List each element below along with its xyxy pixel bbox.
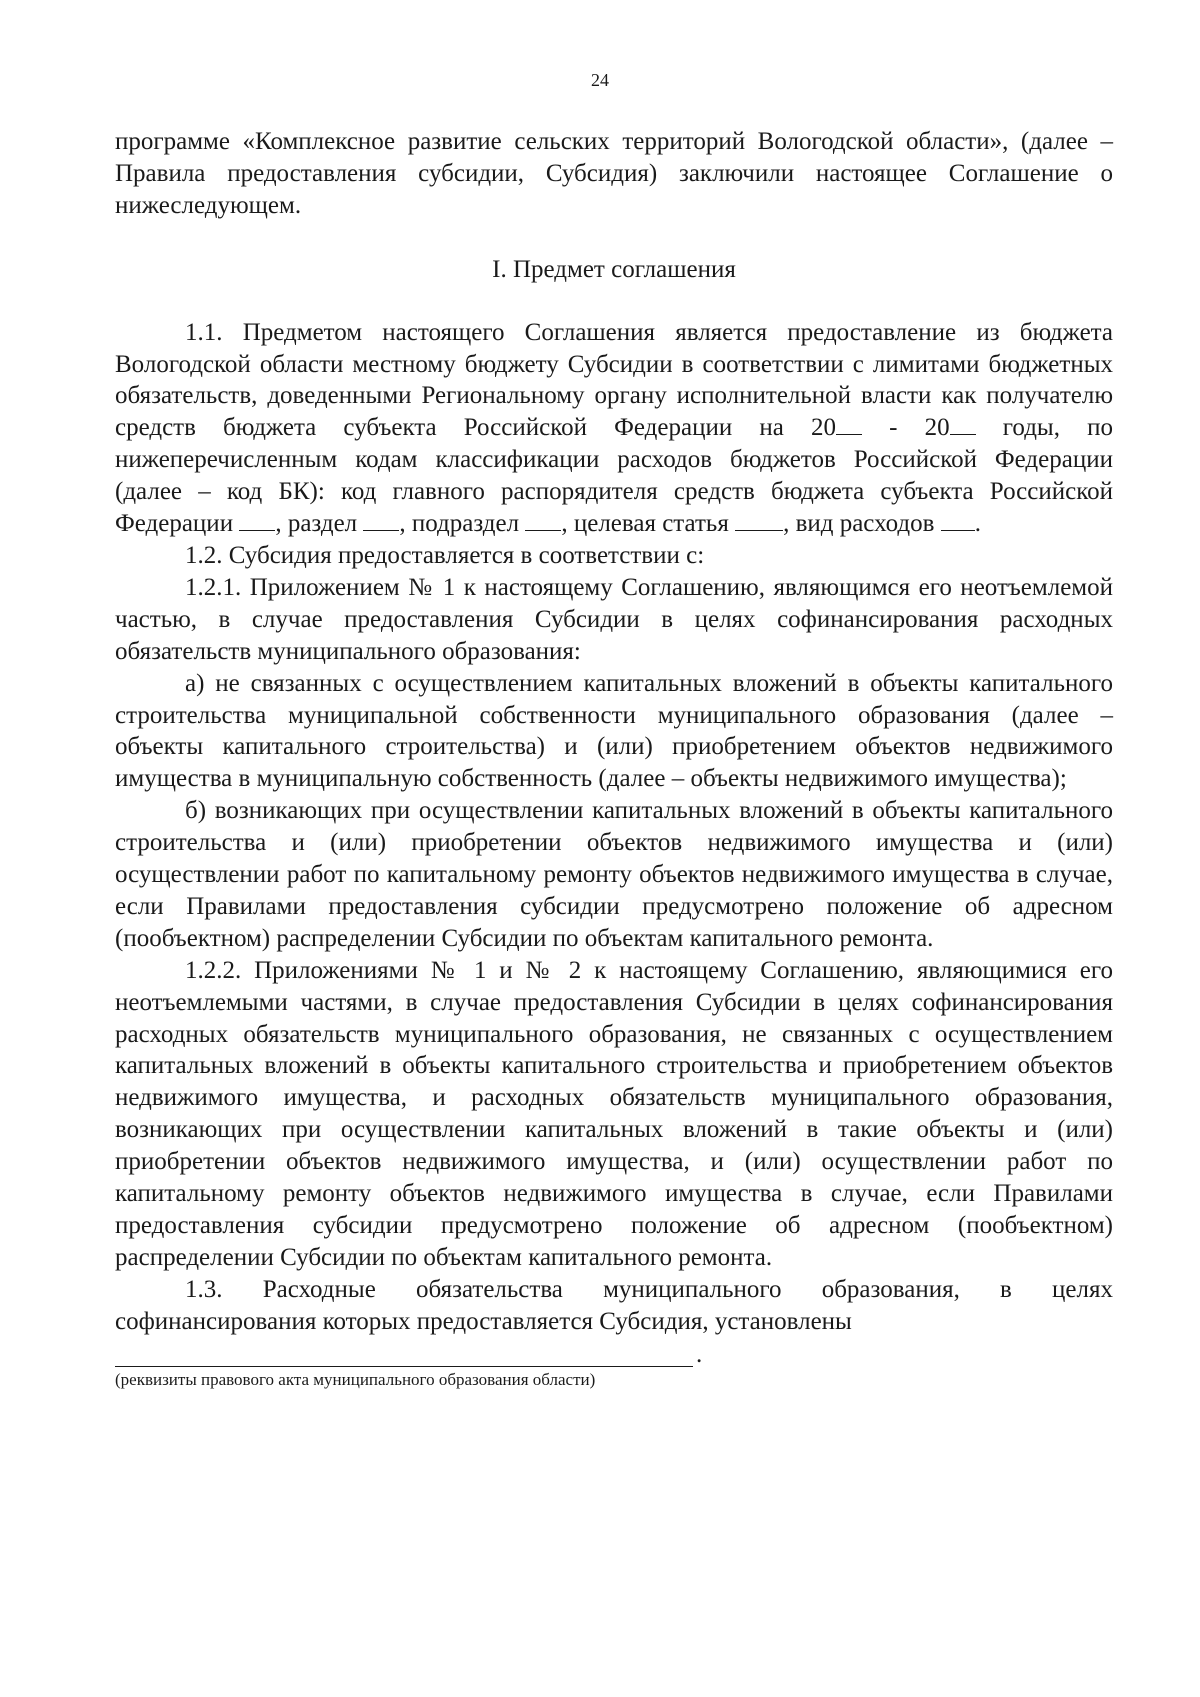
p11-text-d: , раздел <box>275 510 364 538</box>
p11-text-f: , целевая статья <box>561 510 736 538</box>
subsection-code-blank <box>525 510 561 531</box>
legal-act-blank <box>115 1346 693 1367</box>
p11-text-e: , подраздел <box>399 510 526 538</box>
paragraph-item-a: а) не связанных с осуществлением капитальных вложений в объекты капитального строительства муниципальной собственности муниципального образования (далее – объекты капитального строительства) и (или) приобретением объектов недвижимого имущества в муниципальную собственность (далее – объекты недвижимого имущества); <box>115 669 1113 793</box>
year-from-blank <box>836 414 862 435</box>
paragraph-1-2-2: 1.2.2. Приложениями № 1 и № 2 к настоящему Соглашению, являющимися его неотъемлемыми частями, в случае предоставления Субсидии в целях софинансирования расходных обязательств муниципального образования, не связанных с осуществлением капитальных вложений в объекты капитального строительства и приобретением объектов недвижимого имущества, и расходных обязательств муниципального образования, возникающих при осуществлении капитальных вложений в такие объекты и (или) приобретении объектов недвижимого имущества, и (или) осуществлении работ по капитальному ремонту объектов недвижимого имущества в случае, если Правилами предоставления субсидии предусмотрено положение об адресном (пообъектном) распределении Субсидии по объектам капитального ремонта. <box>115 956 1113 1271</box>
fill-line-dot: . <box>696 1340 703 1368</box>
p11-text-c: годы, по нижеперечисленным кодам классификации расходов бюджетов Российской Федерации (далее – код БК): код главного распорядителя средств бюджета субъекта Российской Федерации <box>115 414 1114 538</box>
paragraph-item-b: б) возникающих при осуществлении капитальных вложений в объекты капитального строительства и (или) приобретении объектов недвижимого имущества и (или) осуществлении работ по капитальному ремонту объектов недвижимого имущества в случае, если Правилами предоставления субсидии предусмотрено положение об адресном (пообъектном) распределении Субсидии по объектам капитального ремонта. <box>115 797 1113 952</box>
target-article-blank <box>735 510 783 531</box>
expense-type-blank <box>941 510 975 531</box>
paragraph-1-3: 1.3. Расходные обязательства муниципального образования, в целях софинансирования которых предоставляется Субсидия, установлены <box>115 1275 1113 1335</box>
paragraph-1-1 <box>115 317 1113 540</box>
year-to-blank <box>950 414 976 435</box>
intro-paragraph: программе «Комплексное развитие сельских территорий Вологодской области», (далее – Правила предоставления субсидии, Субсидия) заключили настоящее Соглашение о нижеследующем. <box>115 128 1113 219</box>
p11-text-g: , вид расходов <box>783 510 941 538</box>
p11-text-b: - 20 <box>862 414 950 442</box>
p11-text-h: . <box>974 510 981 538</box>
legal-act-caption: (реквизиты правового акта муниципального образования области) <box>115 1369 596 1389</box>
document-body <box>115 126 1113 1391</box>
section-heading: I. Предмет соглашения <box>492 255 736 283</box>
paragraph-1-2-1: 1.2.1. Приложением № 1 к настоящему Соглашению, являющимся его неотъемлемой частью, в случае предоставления Субсидии в целях софинансирования расходных обязательств муниципального образования: <box>115 573 1113 665</box>
legal-act-fill-line <box>115 1342 1113 1367</box>
page-number: 24 <box>591 70 609 90</box>
main-manager-code-blank <box>239 510 275 531</box>
paragraph-1-2: 1.2. Субсидия предоставляется в соответствии с: <box>185 541 705 569</box>
section-code-blank <box>363 510 399 531</box>
p11-text-a: 1.1. Предметом настоящего Соглашения является предоставление из бюджета Вологодской области местному бюджету Субсидии в соответствии с лимитами бюджетных обязательств, доведенными Региональному органу исполнительной власти как получателю средств бюджета субъекта Российской Федерации на 20 <box>115 318 1113 442</box>
